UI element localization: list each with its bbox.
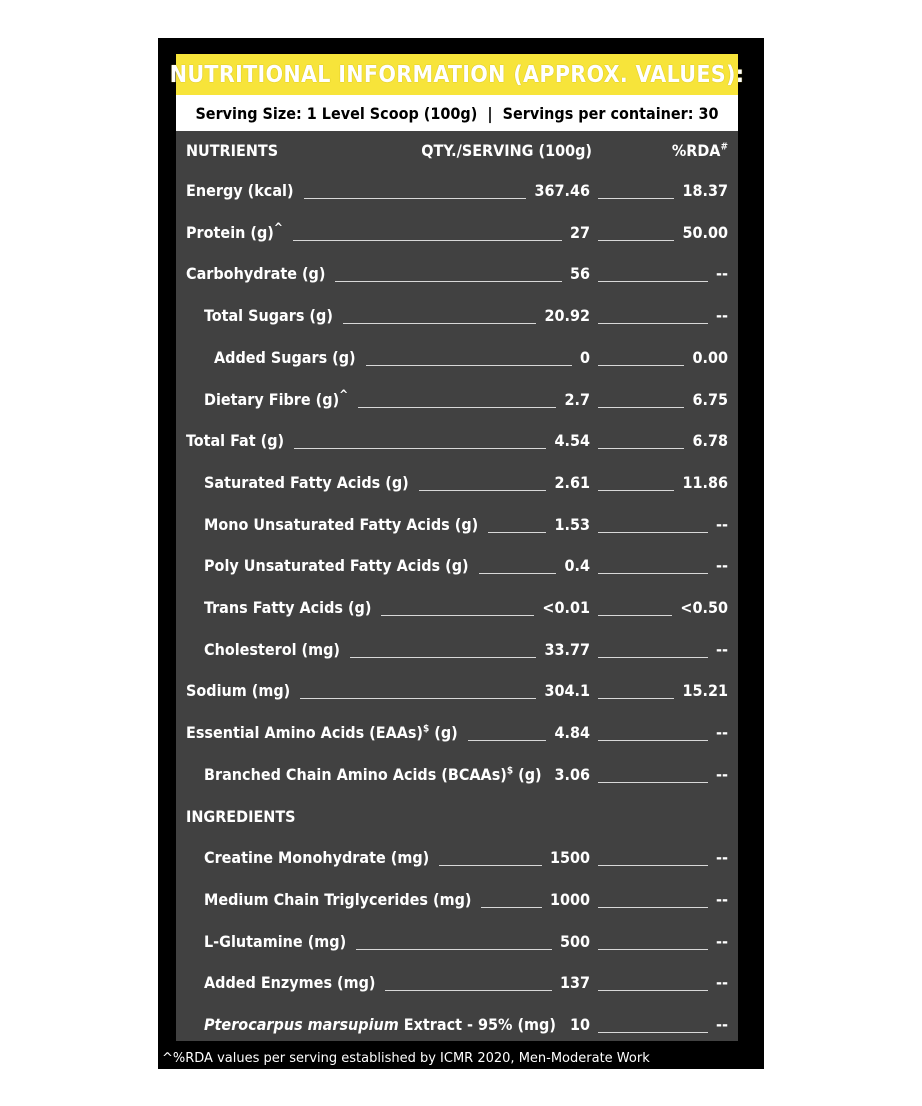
leader-line [488,532,546,533]
nutrient-name: Essential Amino Acids (EAAs)$ (g) [186,723,458,743]
nutrient-row [176,552,738,582]
nutrient-row [176,427,738,457]
nutrition-table [176,131,738,1041]
nutrient-name: Protein (g)^ [186,220,283,242]
leader-line [598,240,674,241]
nutrient-name: Total Fat (g) [186,431,285,451]
leader-line [293,240,562,241]
serving-info: Serving Size: 1 Level Scoop (100g) | Servings per container: 30 [195,103,719,123]
qty-value: 367.46 [534,181,590,200]
ingredient-row [176,969,738,999]
rda-value: -- [716,723,728,743]
rda-value: 15.21 [682,681,728,701]
leader-line [598,490,674,491]
leader-line [366,365,572,366]
rda-value: -- [716,639,728,659]
qty-value: 304.1 [544,681,590,701]
nutrient-name: Branched Chain Amino Acids (BCAAs)$ (g) [204,764,542,784]
rda-value: -- [716,264,728,284]
nutrient-name: Trans Fatty Acids (g) [204,598,372,617]
leader-line [598,323,708,324]
leader-line [598,615,672,616]
leader-line [304,198,526,199]
leader-line [439,865,542,866]
qty-value: 2.7 [564,389,590,409]
ingredients-heading [176,803,738,833]
rda-value: -- [716,1015,728,1034]
nutrient-row [176,469,738,499]
ingredient-name: Medium Chain Triglycerides (mg) [204,889,472,909]
leader-line [598,198,674,199]
qty-value: 10 [569,1015,590,1034]
qty-value: <0.01 [542,598,590,617]
rda-value: 0.00 [692,347,728,367]
nutrient-row [176,386,738,416]
footnote: ^%RDA values per serving established by ICMR 2020, Men-Moderate Work [162,1051,650,1066]
nutrient-name: Poly Unsaturated Fatty Acids (g) [204,556,469,576]
qty-value: 20.92 [544,306,590,326]
leader-line [294,448,546,449]
header-nutrients: NUTRIENTS [186,141,279,160]
leader-line [419,490,546,491]
nutrient-row [176,344,738,374]
nutrient-name: Mono Unsaturated Fatty Acids (g) [204,514,479,534]
rda-value: <0.50 [680,598,728,617]
leader-line [598,448,684,449]
leader-line [468,740,546,741]
qty-value: 137 [559,973,590,993]
qty-value: 56 [569,264,590,284]
rda-value: -- [716,931,728,951]
qty-value: 4.54 [554,431,590,451]
nutrient-row [176,302,738,332]
table-header [176,137,738,167]
qty-value: 500 [559,931,590,951]
rda-value: 11.86 [682,472,728,492]
leader-line [598,573,708,574]
leader-line [381,615,534,616]
rda-value: -- [716,973,728,993]
leader-line [350,657,536,658]
leader-line [598,782,708,783]
leader-line [598,990,708,991]
rda-value: 18.37 [682,181,728,200]
nutrient-row [176,636,738,666]
title-bar [169,54,745,95]
leader-line [335,281,562,282]
nutrient-row [176,511,738,541]
leader-line [598,740,708,741]
leader-line [385,990,552,991]
ingredient-name: Added Enzymes (mg) [204,973,376,993]
rda-value: -- [716,514,728,534]
serving-bar [176,95,738,131]
leader-line [300,698,536,699]
qty-value: 2.61 [554,472,590,492]
nutrient-row [176,677,738,707]
leader-line [343,323,536,324]
qty-value: 3.06 [554,764,590,784]
qty-value: 33.77 [544,639,590,659]
nutrient-row [176,719,738,749]
leader-line [598,281,708,282]
leader-line [598,1032,708,1033]
nutrient-name: Total Sugars (g) [204,306,333,326]
rda-value: 50.00 [682,222,728,242]
ingredient-row [176,844,738,874]
rda-value: 6.75 [692,389,728,409]
ingredient-row [176,928,738,958]
leader-line [598,657,708,658]
leader-line [598,407,684,408]
header-rda: %RDA# [671,141,728,160]
ingredient-name: L-Glutamine (mg) [204,931,347,951]
nutrient-name: Energy (kcal) [186,181,294,200]
nutrient-name: Saturated Fatty Acids (g) [204,472,409,492]
nutrient-name: Cholesterol (mg) [204,639,341,659]
nutrient-name: Sodium (mg) [186,681,291,701]
nutrient-name: Dietary Fibre (g)^ [204,387,349,409]
ingredient-name: Pterocarpus marsupium Extract - 95% (mg) [204,1015,556,1034]
leader-line [598,907,708,908]
nutrient-row [176,761,738,791]
header-qty: QTY./SERVING (100g) [421,141,592,160]
nutrient-row [176,594,738,624]
leader-line [598,532,708,533]
ingredient-row [176,1011,738,1041]
nutrition-panel [158,38,764,1069]
leader-line [598,865,708,866]
qty-value: 1000 [549,889,590,909]
rda-value: -- [716,848,728,868]
nutrient-row [176,260,738,290]
panel-title: NUTRITIONAL INFORMATION (APPROX. VALUES): [169,61,745,88]
rda-value: -- [716,764,728,784]
qty-value: 0 [579,347,590,367]
qty-value: 4.84 [554,723,590,743]
nutrient-row [176,177,738,207]
nutrient-name: Added Sugars (g) [214,347,356,367]
leader-line [479,573,556,574]
rda-value: -- [716,889,728,909]
leader-line [598,365,684,366]
rda-value: -- [716,556,728,576]
leader-line [598,698,674,699]
leader-line [358,407,556,408]
leader-line [481,907,542,908]
rda-value: 6.78 [692,431,728,451]
leader-line [598,949,708,950]
qty-value: 1.53 [554,514,590,534]
nutrient-row [176,219,738,249]
nutrient-name: Carbohydrate (g) [186,264,326,284]
leader-line [356,949,552,950]
ingredient-row [176,886,738,916]
ingredients-heading-label: INGREDIENTS [186,806,296,826]
qty-value: 1500 [549,848,590,868]
qty-value: 0.4 [564,556,590,576]
ingredient-name: Creatine Monohydrate (mg) [204,848,430,868]
rda-value: -- [716,306,728,326]
qty-value: 27 [569,222,590,242]
